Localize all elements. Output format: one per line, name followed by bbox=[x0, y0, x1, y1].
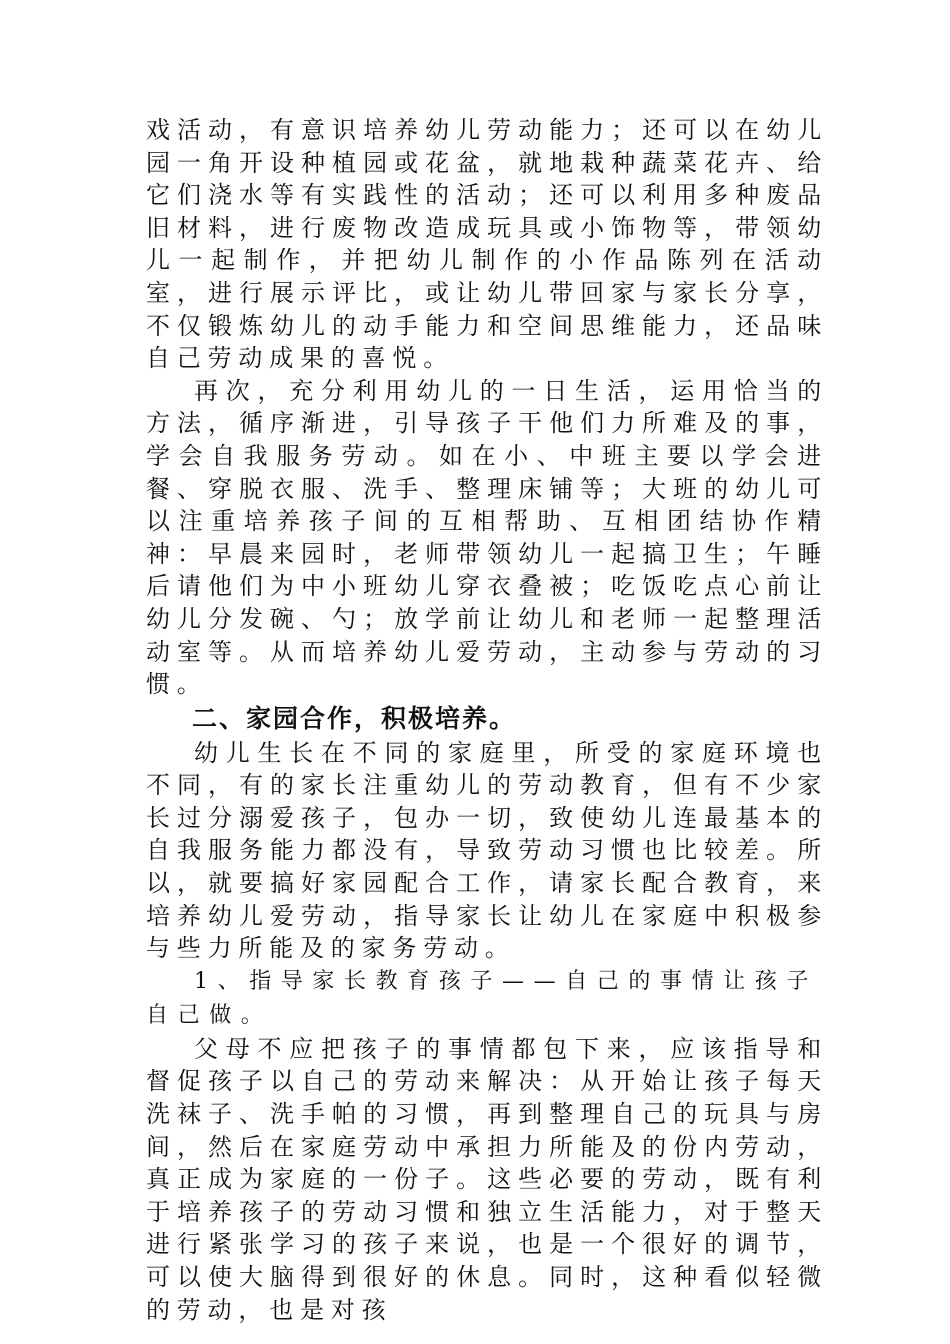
body-paragraph: 戏活动，有意识培养幼儿劳动能力；还可以在幼儿园一角开设种植园或花盆，就地栽种蔬菜花卉、给它们浇水等有实践性的活动；还可以利用多种废品旧材料，进行废物改造成玩具或小饰物等，带领幼儿一起制作，并把幼儿制作的小作品陈列在活动室，进行展示评比，或让幼儿带回家与家长分享，不仅锻炼幼儿的动手能力和空间思维能力，还品味自己劳动成果的喜悦。 bbox=[146, 116, 828, 373]
subsection-heading: 1、指导家长教育孩子——自己的事情让孩子自己做。 bbox=[146, 968, 818, 1028]
body-paragraph: 父母不应把孩子的事情都包下来，应该指导和督促孩子以自己的劳动来解决：从开始让孩子每天洗袜子、洗手帕的习惯，再到整理自己的玩具与房间，然后在家庭劳动中承担力所能及的份内劳动，真正成为家庭的一份子。这些必要的劳动，既有利于培养孩子的劳动习惯和独立生活能力，对于整天进行紧张学习的孩子来说，也是一个很好的调节，可以使大脑得到很好的休息。同时，这种看似轻微的劳动，也是对孩 bbox=[146, 1034, 828, 1324]
document-body bbox=[146, 114, 828, 1326]
body-paragraph: 幼儿生长在不同的家庭里，所受的家庭环境也不同，有的家长注重幼儿的劳动教育，但有不少家长过分溺爱孩子，包办一切，致使幼儿连最基本的自我服务能力都没有，导致劳动习惯也比较差。所以，就要搞好家园配合工作，请家长配合教育，来培养幼儿爱劳动，指导家长让幼儿在家庭中积极参与些力所能及的家务劳动。 bbox=[146, 738, 828, 963]
body-paragraph: 再次，充分利用幼儿的一日生活，运用恰当的方法，循序渐进，引导孩子干他们力所难及的事，学会自我服务劳动。如在小、中班主要以学会进餐、穿脱衣服、洗手、整理床铺等；大班的幼儿可以注重培养孩子间的互相帮助、互相团结协作精神：早晨来园时，老师带领幼儿一起搞卫生；午睡后请他们为中小班幼儿穿衣叠被；吃饭吃点心前让幼儿分发碗、勺；放学前让幼儿和老师一起整理活动室等。从而培养幼儿爱劳动，主动参与劳动的习惯。 bbox=[146, 376, 828, 699]
section-heading: 二、家园合作，积极培养。 bbox=[192, 703, 517, 733]
